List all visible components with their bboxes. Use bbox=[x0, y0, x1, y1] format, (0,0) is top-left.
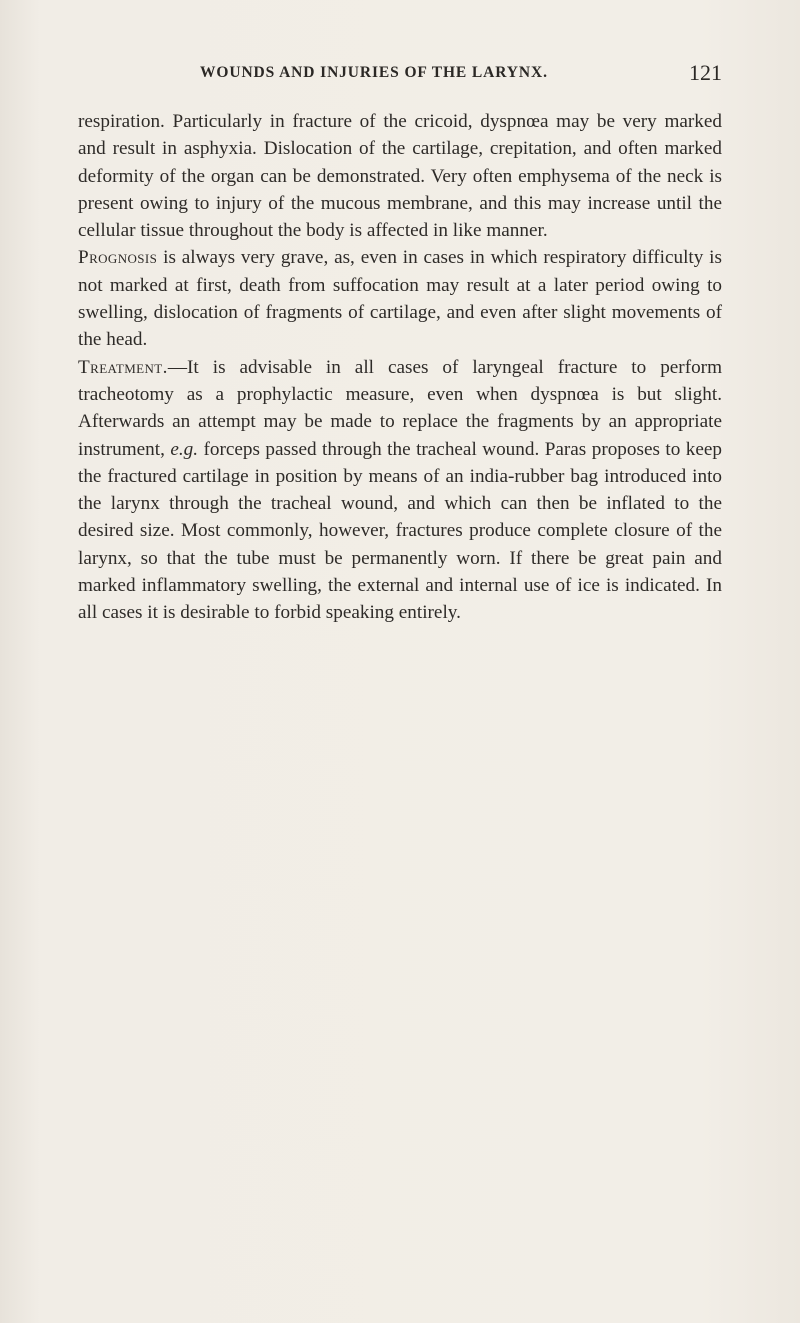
paragraph-treatment bbox=[78, 354, 722, 627]
page-header bbox=[200, 62, 722, 88]
prognosis-heading: Prognosis bbox=[78, 247, 158, 269]
paragraph-symptoms-text: respiration. Particularly in fracture of the cricoid, dyspnœa may be very marked and result in asphyxia. Dislocation of the cartilage, crepitation, and often marked deformity of the organ can be demonstrated. Very often emphysema of the neck is present owing to injury of the mucous membrane, and this may increase until the cellular tissue throughout the body is affected in like manner. bbox=[78, 111, 722, 242]
paragraph-prognosis-text: is always very grave, as, even in cases in which respiratory difficulty is not marked at first, death from suffocation may result at a later period owing to swelling, dislocation of fragments of cartilage, and even after slight movements of the head. bbox=[78, 247, 722, 351]
paragraph-symptoms bbox=[78, 108, 722, 244]
running-head: WOUNDS AND INJURIES OF THE LARYNX. bbox=[200, 64, 548, 81]
eg-abbreviation: e.g. bbox=[170, 438, 199, 460]
body-text bbox=[78, 108, 722, 627]
paragraph-treatment-text-b: forceps passed through the tracheal wound. Paras proposes to keep the fractured cartilage in position by means of an india-rubber bag introduced into the larynx through the tracheal wound, and which can then be inflated to the desired size. Most commonly, however, fractures produce complete closure of the larynx, so that the tube must be permanently worn. If there be great pain and marked inflammatory swelling, the external and internal use of ice is indicated. In all cases it is desirable to forbid speaking entirely. bbox=[78, 438, 722, 624]
paragraph-prognosis bbox=[78, 244, 722, 353]
paragraph-treatment-text-a: —It is advisable in all cases of laryngeal fracture to perform tracheotomy as a prophylactic measure, even when dyspnœa is but slight. Afterwards an attempt may be made to replace the fragments by an appropriate instrument, bbox=[78, 356, 722, 460]
treatment-heading: Treatment. bbox=[78, 356, 168, 378]
page-number: 121 bbox=[689, 60, 722, 85]
